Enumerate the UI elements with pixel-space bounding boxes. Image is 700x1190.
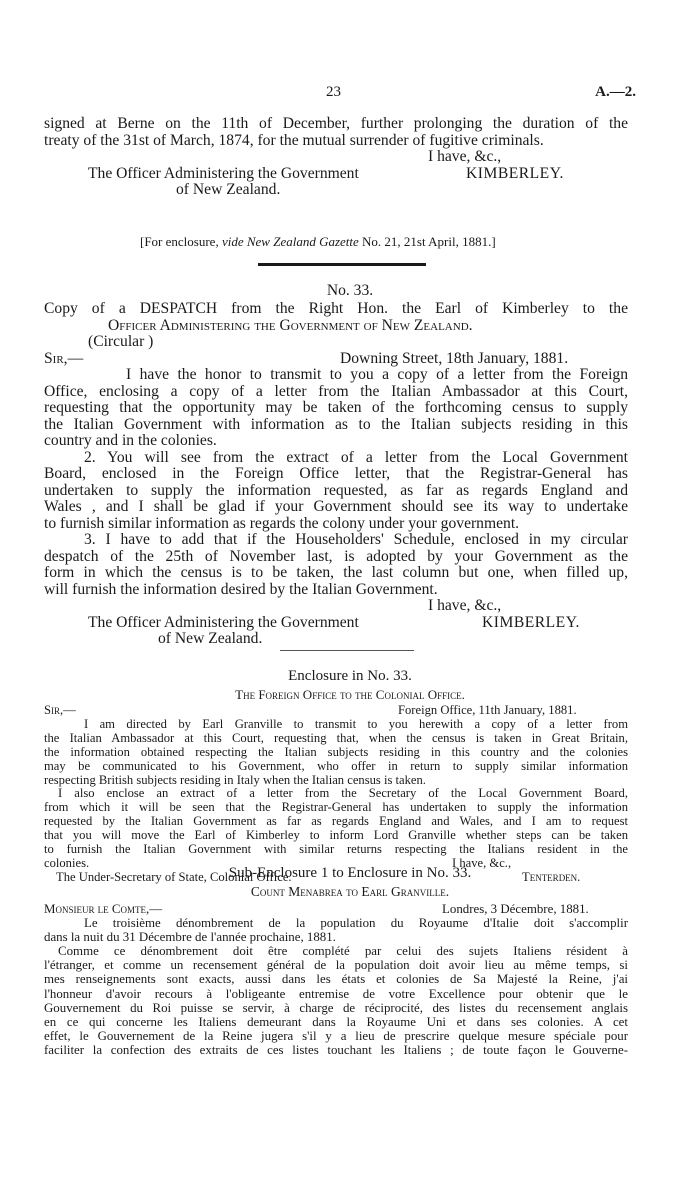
enclosure-subtitle: The Foreign Office to the Colonial Office.: [235, 687, 465, 702]
text-line: may be communicated to his Government, who offer in return to supply similar information: [44, 758, 628, 773]
salutation: Monsieur le Comte,—: [44, 902, 163, 916]
section-divider: [280, 650, 414, 651]
text-line: l'honneur d'avoir recours à l'obligeante entremise de votre Excellence pour obtenir que le: [44, 986, 628, 1001]
despatch-body: [44, 367, 628, 648]
text-line: the information obtained respecting the Italian subjects residing in this country and the colonies: [44, 744, 628, 759]
text-line: faciliter la confection des extraits de ces listes touchant les Italiens ; de toute façon le Gouverne-: [44, 1042, 628, 1057]
text-line: Le troisième dénombrement de la population du Royaume d'Italie doit s'accomplir: [84, 916, 628, 931]
text-line: from which it will be seen that the Registrar-General has undertaken to supply the information: [44, 800, 628, 815]
text-line: colonies.: [44, 855, 90, 870]
text-line: Board, enclosed in the Foreign Office letter, that the Registrar-General has: [44, 465, 628, 482]
document-reference: A.—2.: [595, 84, 636, 100]
text-line: mes renseignements sont exacts, aussi dans les états et colonies de Sa Majesté la Reine, j'ai: [44, 972, 628, 987]
text-line: requested by the Italian Government as far as regards England and Wales, and I am to request: [44, 814, 628, 829]
sub-enclosure-title: Sub-Enclosure 1 to Enclosure in No. 33.: [228, 865, 472, 881]
closing: I have, &c.,: [452, 855, 512, 870]
text-line: Wales , and I shall be glad if your Government should see its way to undertake: [44, 498, 628, 515]
place-date: Downing Street, 18th January, 1881.: [340, 349, 569, 367]
addressee-line-2: of New Zealand.: [158, 630, 263, 647]
enclosure-body: [44, 704, 628, 885]
continuation-text: [44, 116, 628, 199]
salutation: Sir,—: [44, 349, 84, 367]
text-line: l'étranger, et comme un recensement général de la population doit avoir lieu au même temps, si: [44, 958, 628, 973]
salutation: Sir,—: [44, 703, 76, 717]
text-line: Office, enclosing a copy of a letter from the Italian Ambassador at this Court,: [44, 382, 628, 400]
text-line: I have the honor to transmit to you a copy of a letter from the Foreign: [126, 366, 628, 383]
addressee-line-2: of New Zealand.: [176, 181, 281, 198]
text-line: country and in the colonies.: [44, 432, 217, 449]
despatch-number: No. 33.: [326, 282, 374, 299]
sub-enclosure-body: [44, 902, 628, 1057]
signature: Tenterden.: [522, 869, 581, 884]
text-line: despatch of the 25th of November last, is adopted by your Government as the: [44, 547, 628, 565]
addressee: The Officer Administering the Government: [88, 613, 359, 631]
text-line: I also enclose an extract of a letter from the Secretary of the Local Government Board,: [58, 786, 628, 801]
closing: I have, &c.,: [428, 597, 502, 614]
despatch-title-line-1: Copy of a DESPATCH from the Right Hon. the Earl of Kimberley to the: [44, 300, 628, 317]
text-line: 3. I have to add that if the Householders' Schedule, enclosed in my circular: [84, 531, 628, 548]
place-date: Londres, 3 Décembre, 1881.: [442, 902, 589, 916]
text-line: requesting that the opportunity may be taken of the forthcoming census to supply: [44, 399, 628, 416]
text-line: respecting British subjects residing in Italy when the Italian census is taken.: [44, 772, 426, 787]
text-line: undertaken to supply the information requested, as far as regards England and: [44, 481, 628, 499]
closing: I have, &c.,: [428, 148, 502, 165]
text-line: effet, le Gouvernement de la Reine jugera s'il y a lieu de prescrire quelque mesure spéciale pour: [44, 1028, 628, 1043]
section-divider: [258, 263, 426, 266]
text-line: Comme ce dénombrement doit être complété par celui des sujets Italiens résident à: [58, 944, 628, 959]
text-line: to furnish the Italian Government with similar returns respecting the Italians resident in the: [44, 842, 628, 857]
text-line: 2. You will see from the extract of a letter from the Local Government: [84, 448, 628, 466]
enclosure-note: [For enclosure, vide New Zealand Gazette No. 21, 21st April, 1881.]: [140, 234, 496, 249]
despatch-heading: [44, 301, 628, 367]
signature: KIMBERLEY.: [466, 164, 564, 182]
text-line: I am directed by Earl Granville to transmit to you herewith a copy of a letter from: [84, 716, 628, 731]
enclosure-title: Enclosure in No. 33.: [288, 668, 412, 684]
text-line: dans la nuit du 31 Décembre de l'année prochaine, 1881.: [44, 930, 336, 945]
text-line: that you will move the Earl of Kimberley to inform Lord Granville whether steps can be taken: [44, 828, 628, 843]
text-line: form in which the census is to be taken, the last column but one, when filled up,: [44, 564, 628, 581]
addressee: The Officer Administering the Government: [88, 164, 359, 182]
text-line: the Italian Ambassador at this Court, requesting that, when the census is taken in Great Britain,: [44, 730, 628, 745]
text-line: signed at Berne on the 11th of December, further prolonging the duration of the: [44, 115, 628, 132]
sub-enclosure-subtitle: Count Menabrea to Earl Granville.: [250, 884, 450, 899]
text-line: the Italian Government with information as to the Italian subjects residing in this: [44, 415, 628, 433]
place-date: Foreign Office, 11th January, 1881.: [398, 703, 577, 717]
text-line: will furnish the information desired by the Italian Government.: [44, 580, 438, 598]
circular-label: (Circular ): [88, 333, 154, 350]
signature: KIMBERLEY.: [482, 613, 580, 631]
despatch-title-line-2: Officer Administering the Government of New Zealand.: [108, 316, 473, 334]
addressee: The Under-Secretary of State, Colonial Office.: [56, 869, 292, 884]
page-number: 23: [326, 84, 341, 100]
text-line: en ce qui concerne les Italiens demeurant dans la Royaume Uni et dans ses colonies. A cet: [44, 1014, 628, 1029]
text-line: to furnish similar information as regards the colony under your government.: [44, 514, 520, 532]
text-line: Gouvernement du Roi puisse se servir, à charge de réciprocité, des listes du recensement anglais: [44, 1000, 628, 1015]
text-line: treaty of the 31st of March, 1874, for the mutual surrender of fugitive criminals.: [44, 131, 544, 149]
